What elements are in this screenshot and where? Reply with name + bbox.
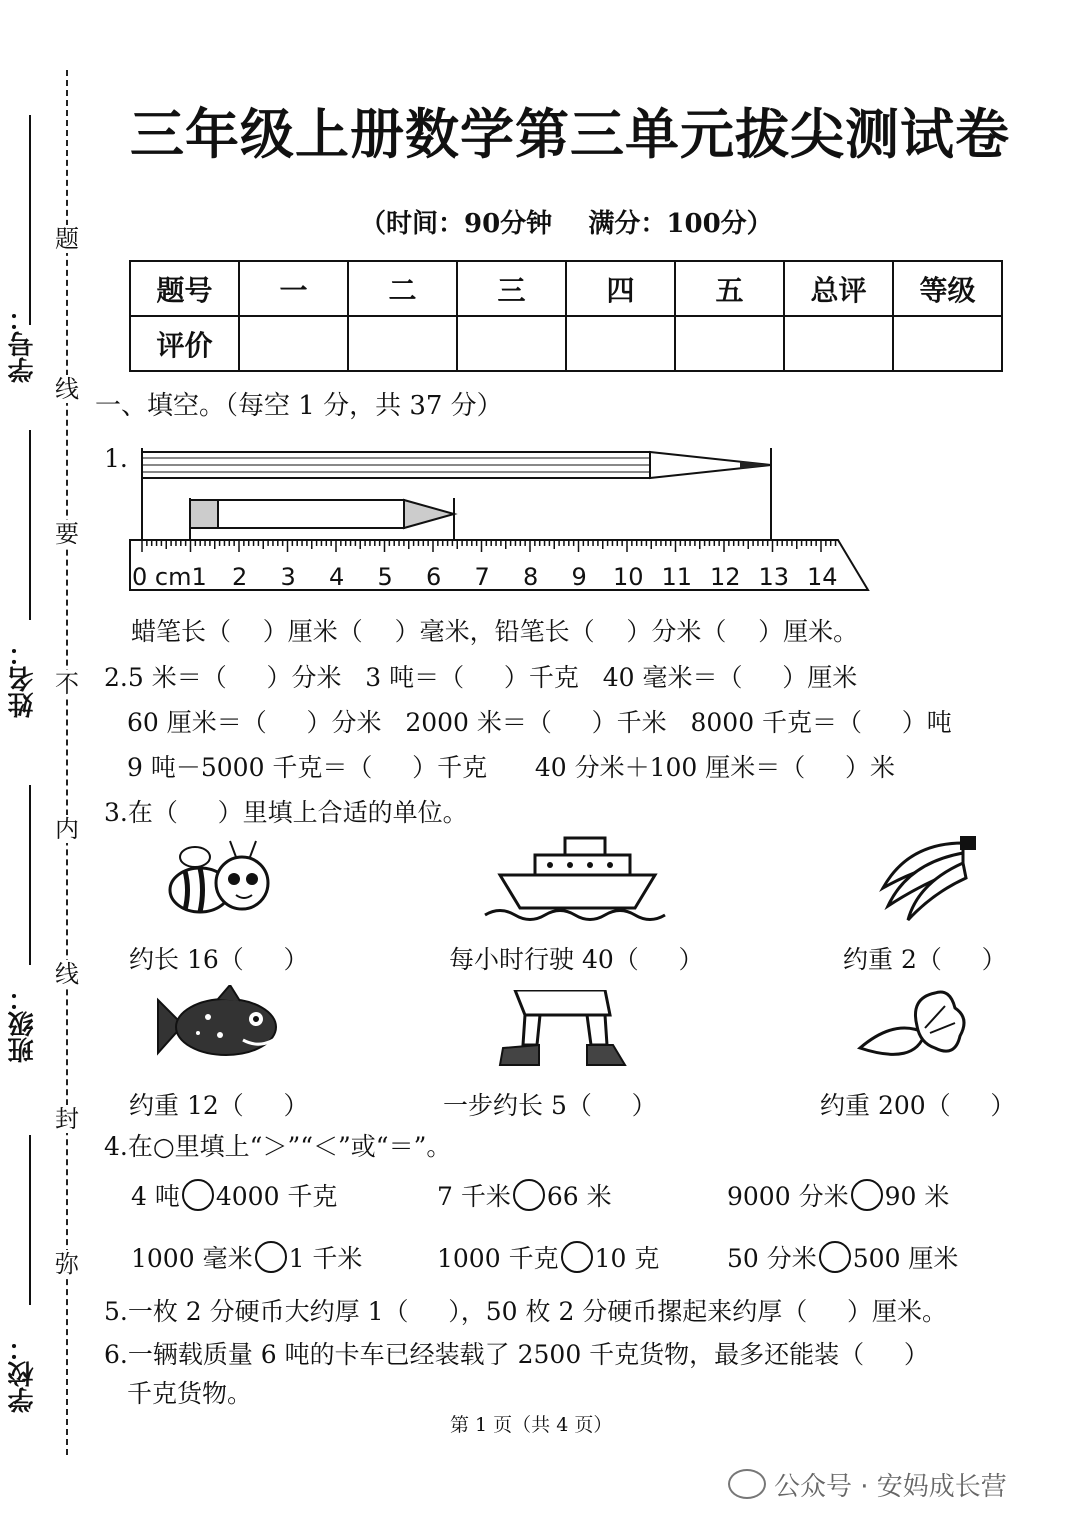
seal-char: 内: [55, 815, 79, 843]
score-cell[interactable]: [566, 316, 675, 371]
seal-char: 要: [55, 520, 79, 548]
school-label: 学校：: [8, 1335, 38, 1413]
ruler-label: 11: [661, 563, 693, 591]
q6-line-1: 6.一辆载质量 6 吨的卡车已经装载了 2500 千克货物，最多还能装（ ）: [104, 1340, 929, 1369]
compare-item: [437, 1239, 659, 1275]
compare-left: 7 千米: [437, 1182, 511, 1211]
ruler-label: 0 cm1: [132, 563, 207, 591]
exam-subtitle: （时间：90分钟 满分：100分）: [360, 209, 773, 239]
compare-left: 4 吨: [131, 1182, 180, 1211]
compare-circle[interactable]: [255, 1241, 287, 1273]
score-cell[interactable]: [348, 316, 457, 371]
score-cell[interactable]: [784, 316, 893, 371]
score-cell[interactable]: [893, 316, 1002, 371]
compare-circle[interactable]: [182, 1179, 214, 1211]
compare-left: 9000 分米: [727, 1182, 849, 1211]
compare-circle[interactable]: [819, 1241, 851, 1273]
table-cell: 五: [675, 261, 784, 316]
table-cell: 四: [566, 261, 675, 316]
compare-right: 1 千米: [288, 1244, 363, 1273]
question-number: 1.: [104, 444, 128, 473]
q3-item-label: 约长 16（ ）: [129, 945, 309, 974]
compare-item: [131, 1177, 337, 1213]
q2-line-2: 60 厘米＝（ ）分米 2000 米＝（ ）千米 8000 千克＝（ ）吨: [127, 708, 952, 737]
seal-char: 封: [55, 1105, 79, 1133]
table-cell: 二: [348, 261, 457, 316]
seal-char: 线: [55, 375, 79, 403]
q3-item-label: 每小时行驶 40（ ）: [449, 945, 704, 974]
ruler-label: 13: [758, 563, 790, 591]
compare-right: 500 厘米: [852, 1244, 959, 1273]
table-cell: 评价: [130, 316, 239, 371]
ship-icon: [480, 830, 670, 925]
score-cell[interactable]: [239, 316, 348, 371]
ruler-label: 4: [329, 563, 345, 591]
seal-char: 题: [55, 225, 79, 253]
score-table: [129, 260, 1003, 372]
table-cell: 总评: [784, 261, 893, 316]
class-label: 班级：: [8, 985, 38, 1063]
compare-left: 1000 千克: [437, 1244, 559, 1273]
compare-right: 10 克: [594, 1244, 660, 1273]
ruler-label: 14: [807, 563, 838, 591]
q3-text: 3.在（ ）里填上合适的单位。: [104, 798, 468, 827]
ruler-figure: [128, 440, 888, 600]
compare-right: 4000 千克: [215, 1182, 338, 1211]
name-line: [29, 430, 31, 620]
banana-icon: [868, 828, 983, 923]
q1-text: 蜡笔长（ ）厘米（ ）毫米，铅笔长（ ）分米（ ）厘米。: [131, 617, 859, 646]
q2-line-1: 2.5 米＝（ ）分米 3 吨＝（ ）千克 40 毫米＝（ ）厘米: [104, 663, 858, 692]
page-title: 三年级上册数学第三单元拔尖测试卷: [130, 103, 1010, 166]
watermark-text: 公众号 · 安妈成长营: [774, 1472, 1007, 1502]
score-table-row: [130, 316, 1002, 371]
q3-item-label: 约重 2（ ）: [843, 945, 1007, 974]
school-line: [29, 1135, 31, 1305]
ruler-label: 8: [523, 563, 539, 591]
seal-char: 线: [55, 960, 79, 988]
wechat-icon: [728, 1469, 766, 1499]
score-cell[interactable]: [675, 316, 784, 371]
compare-circle[interactable]: [513, 1179, 545, 1211]
class-line: [29, 785, 31, 965]
pencil-icon: [142, 452, 771, 478]
compare-circle[interactable]: [851, 1179, 883, 1211]
compare-circle[interactable]: [561, 1241, 593, 1273]
compare-item: [131, 1239, 362, 1275]
ruler-label: 6: [426, 563, 442, 591]
section-heading: 一、填空。（每空 1 分，共 37 分）: [95, 391, 503, 421]
compare-item: [727, 1239, 958, 1275]
score-table-header-row: [130, 261, 1002, 316]
compare-left: 50 分米: [727, 1244, 817, 1273]
q5-text: 5.一枚 2 分硬币大约厚 1（ ），50 枚 2 分硬币摞起来约厚（ ）厘米。: [104, 1297, 948, 1326]
crayon-icon: [190, 500, 454, 528]
legs-icon: [495, 990, 630, 1075]
compare-item: [437, 1177, 612, 1213]
compare-right: 66 米: [546, 1182, 612, 1211]
ruler-label: 3: [280, 563, 296, 591]
q3-item-label: 一步约长 5（ ）: [443, 1091, 657, 1120]
compare-right: 90 米: [884, 1182, 950, 1211]
compare-item: [727, 1177, 949, 1213]
q3-item-label: 约重 200（ ）: [820, 1091, 1016, 1120]
seal-char: 弥: [55, 1250, 79, 1278]
ruler-label: 10: [613, 563, 644, 591]
fish-icon: [148, 985, 293, 1070]
q4-text: 4.在○里填上“＞”“＜”或“＝”。: [104, 1132, 452, 1161]
binding-dashed-line: [66, 70, 68, 1455]
q2-line-3: 9 吨－5000 千克＝（ ）千克 40 分米＋100 厘米＝（ ）米: [127, 753, 895, 782]
seal-char: 不: [55, 670, 79, 698]
q6-line-2: 千克货物。: [127, 1379, 253, 1408]
table-cell: 题号: [130, 261, 239, 316]
ruler-label: 12: [710, 563, 741, 591]
compare-left: 1000 毫米: [131, 1244, 253, 1273]
radish-icon: [855, 988, 970, 1073]
bee-icon: [160, 835, 280, 925]
name-label: 姓名：: [8, 640, 38, 718]
score-cell[interactable]: [457, 316, 566, 371]
student-no-label: 学号：: [8, 305, 38, 383]
ruler-label: 9: [571, 563, 587, 591]
table-cell: 一: [239, 261, 348, 316]
page-footer: 第 1 页（共 4 页）: [450, 1414, 613, 1436]
ruler-label: 7: [474, 563, 490, 591]
ruler-label: 2: [232, 563, 248, 591]
watermark: [728, 1466, 1007, 1503]
q3-item-label: 约重 12（ ）: [129, 1091, 309, 1120]
table-cell: 等级: [893, 261, 1002, 316]
student-no-line: [29, 115, 31, 325]
ruler-label: 5: [377, 563, 393, 591]
table-cell: 三: [457, 261, 566, 316]
